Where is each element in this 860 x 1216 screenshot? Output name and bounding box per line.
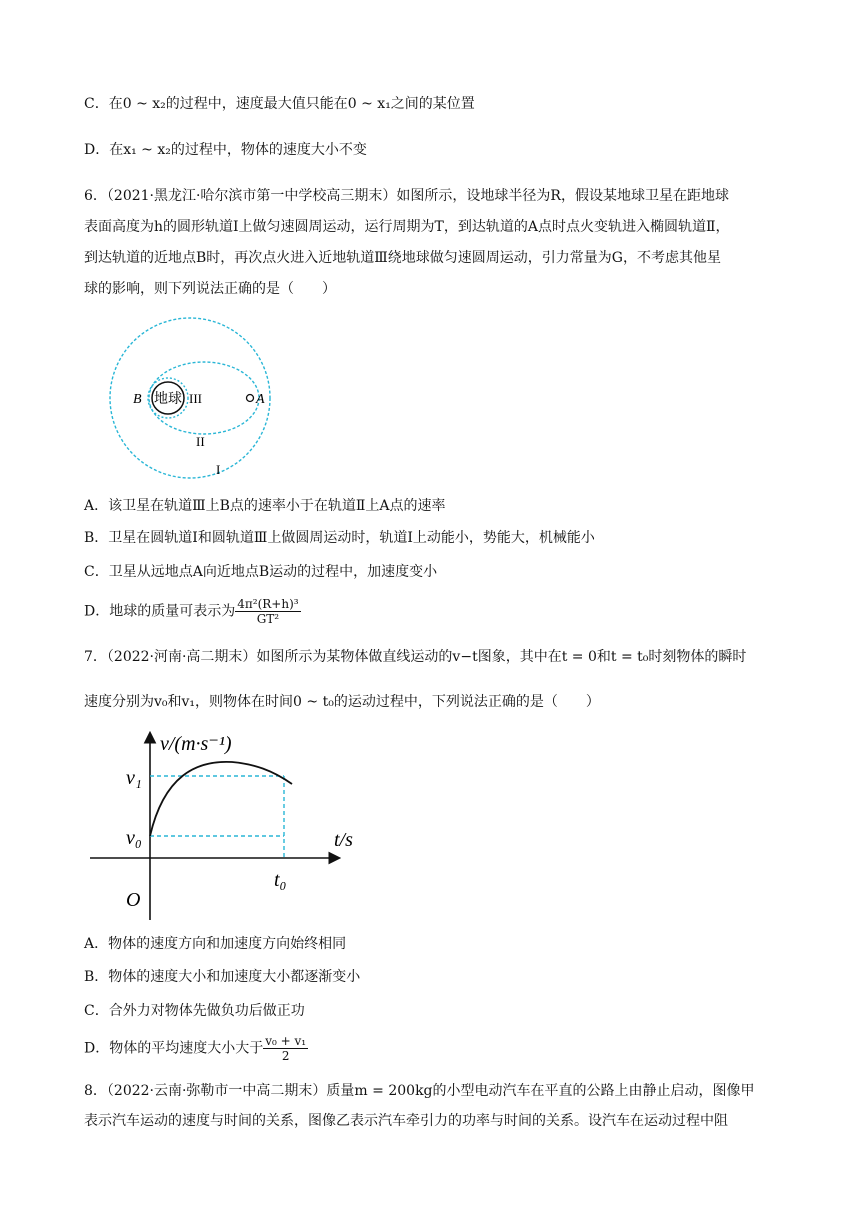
v1-label: v₁ xyxy=(126,767,142,789)
label-A: A xyxy=(256,392,265,407)
q6-stem-line-3: 到达轨道的近地点B时，再次点火进入近地轨道Ⅲ绕地球做匀速圆周运动，引力常量为G，不考虑其他星 xyxy=(84,250,721,266)
q7-stem-line-1: 7．（2022·河南·高二期末）如图所示为某物体做直线运动的v−t图象，其中在t = 0和t = t₀时刻物体的瞬时 xyxy=(84,649,747,665)
q6-stem-line-2: 表面高度为h的圆形轨道Ⅰ上做匀速圆周运动，运行周期为T，到达轨道的A点时点火变轨进入椭圆轨道Ⅱ， xyxy=(84,219,730,235)
earth-mass-fraction xyxy=(235,597,300,626)
q8-stem-line-1: 8．（2022·云南·弥勒市一中高二期末）质量m = 200kg的小型电动汽车在平直的公路上由静止启动，图像甲 xyxy=(84,1083,755,1099)
option-b-q6: B．卫星在圆轨道Ⅰ和圆轨道Ⅲ上做圆周运动时，轨道Ⅰ上动能小，势能大，机械能小 xyxy=(84,530,595,546)
q7-stem-line-2: 速度分别为v₀和v₁，则物体在时间0 ~ t₀的运动过程中，下列说法正确的是（ ） xyxy=(84,694,600,710)
fraction-denominator: 2 xyxy=(281,1049,290,1063)
fraction-numerator: v₀ + v₁ xyxy=(265,1034,307,1048)
x-axis-label: t/s xyxy=(334,829,353,851)
origin-label: O xyxy=(126,889,141,911)
option-c-q6: C．卫星从远地点A向近地点B运动的过程中，加速度变小 xyxy=(84,564,438,580)
average-velocity-fraction xyxy=(263,1034,308,1063)
point-A-marker xyxy=(247,395,254,402)
vt-graph xyxy=(86,726,366,926)
label-I: I xyxy=(216,462,221,477)
v0-label: v₀ xyxy=(126,827,142,849)
option-d-q7-text: D．物体的平均速度大小大于 xyxy=(84,1040,264,1057)
option-d-q5: D．在x₁ ~ x₂的过程中，物体的速度大小不变 xyxy=(84,142,367,158)
q6-stem-line-1: 6．（2021·黑龙江·哈尔滨市第一中学校高三期末）如图所示，设地球半径为R，假设某地球卫星在距地球 xyxy=(84,188,729,204)
option-c-q7: C．合外力对物体先做负功后做正功 xyxy=(84,1003,305,1019)
option-d-q7 xyxy=(84,1034,308,1063)
y-axis-label: v/(m·s⁻¹) xyxy=(160,733,232,755)
velocity-curve xyxy=(150,762,292,836)
fraction-denominator: GT² xyxy=(256,612,280,626)
option-a-q6: A．该卫星在轨道Ⅲ上B点的速率小于在轨道Ⅱ上A点的速率 xyxy=(84,498,446,514)
option-a-q7: A．物体的速度方向和加速度方向始终相同 xyxy=(84,936,347,952)
option-b-q7: B．物体的速度大小和加速度大小都逐渐变小 xyxy=(84,969,361,985)
q8-stem-line-2: 表示汽车运动的速度与时间的关系，图像乙表示汽车牵引力的功率与时间的关系。设汽车在运动过程中阻 xyxy=(84,1113,728,1129)
orbit-diagram xyxy=(80,310,280,480)
label-II: II xyxy=(196,434,205,449)
fraction-numerator: 4π²(R+h)³ xyxy=(237,597,299,611)
label-III: III xyxy=(189,391,202,406)
label-B: B xyxy=(133,392,142,407)
option-d-q6-text: D．地球的质量可表示为 xyxy=(84,603,236,620)
t0-label: t₀ xyxy=(274,869,287,891)
option-c-q5: C．在0 ~ x₂的过程中，速度最大值只能在0 ~ x₁之间的某位置 xyxy=(84,96,475,112)
earth-label: 地球 xyxy=(154,392,182,407)
q6-stem-line-4: 球的影响，则下列说法正确的是（ ） xyxy=(84,281,336,297)
option-d-q6 xyxy=(84,597,301,626)
